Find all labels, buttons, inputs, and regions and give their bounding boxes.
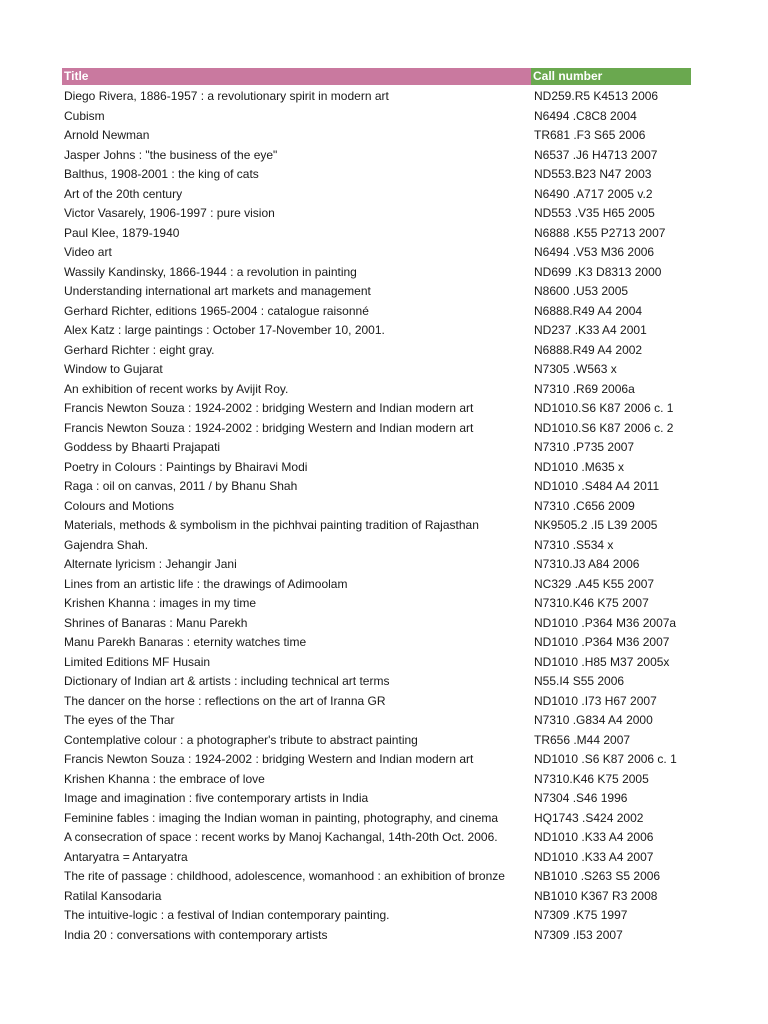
table-row[interactable] bbox=[62, 750, 691, 770]
call-number-cell[interactable]: N7304 .S46 1996 bbox=[534, 791, 628, 805]
call-number-cell[interactable]: ND259.R5 K4513 2006 bbox=[534, 89, 659, 103]
table-row[interactable] bbox=[62, 165, 691, 185]
call-number-cell[interactable]: N6537 .J6 H4713 2007 bbox=[534, 147, 658, 162]
call-number-cell[interactable]: ND1010 .M635 x bbox=[534, 459, 625, 474]
title-cell[interactable]: Understanding international art markets and management bbox=[64, 284, 371, 298]
table-row[interactable] bbox=[62, 419, 691, 439]
title-cell[interactable]: Ratilal Kansodaria bbox=[64, 888, 162, 903]
table-row[interactable] bbox=[62, 224, 691, 244]
title-cell[interactable]: Diego Rivera, 1886-1957 : a revolutionary spirit in modern art bbox=[64, 89, 389, 103]
call-number-cell[interactable]: ND1010.S6 K87 2006 c. 2 bbox=[534, 420, 674, 435]
title-cell[interactable]: Feminine fables : imaging the Indian woman in painting, photography, and cinema bbox=[64, 810, 499, 825]
title-cell[interactable]: Francis Newton Souza : 1924-2002 : bridging Western and Indian modern art bbox=[64, 401, 474, 415]
table-row[interactable] bbox=[62, 692, 691, 712]
title-cell[interactable]: Manu Parekh Banaras : eternity watches time bbox=[64, 635, 307, 649]
table-row[interactable] bbox=[62, 633, 691, 653]
title-cell[interactable]: The rite of passage : childhood, adolescence, womanhood : an exhibition of bronze bbox=[64, 869, 505, 883]
call-number-cell[interactable]: ND1010 .I73 H67 2007 bbox=[534, 693, 657, 708]
call-number-cell[interactable]: N7305 .W563 x bbox=[534, 362, 617, 376]
call-number-cell[interactable]: N6888.R49 A4 2002 bbox=[534, 342, 643, 357]
title-cell[interactable]: Cubism bbox=[64, 108, 105, 123]
table-body bbox=[62, 87, 691, 945]
call-number-cell[interactable]: N7309 .I53 2007 bbox=[534, 927, 623, 942]
table-row[interactable] bbox=[62, 516, 691, 536]
table-row[interactable] bbox=[62, 555, 691, 575]
title-cell[interactable]: Shrines of Banaras : Manu Parekh bbox=[64, 615, 248, 630]
table-row[interactable] bbox=[62, 146, 691, 166]
title-cell[interactable]: Colours and Motions bbox=[64, 498, 175, 513]
table-row[interactable] bbox=[62, 438, 691, 458]
call-number-cell[interactable]: NK9505.2 .I5 L39 2005 bbox=[534, 518, 658, 532]
title-cell[interactable]: Raga : oil on canvas, 2011 / by Bhanu Shah bbox=[64, 479, 298, 493]
title-cell[interactable]: An exhibition of recent works by Avijit Roy. bbox=[64, 381, 289, 396]
table-row[interactable] bbox=[62, 477, 691, 497]
call-number-cell[interactable]: N6888.R49 A4 2004 bbox=[534, 303, 643, 318]
call-number-cell[interactable]: ND1010 .H85 M37 2005x bbox=[534, 654, 670, 669]
column-header-call-number[interactable]: Call number bbox=[531, 68, 691, 85]
call-number-cell[interactable]: N7310.J3 A84 2006 bbox=[534, 557, 640, 571]
title-cell[interactable]: Arnold Newman bbox=[64, 128, 150, 142]
call-number-cell[interactable]: N55.I4 S55 2006 bbox=[534, 674, 625, 688]
title-cell[interactable]: Image and imagination : five contemporary artists in India bbox=[64, 791, 369, 805]
table-row[interactable] bbox=[62, 711, 691, 731]
title-cell[interactable]: Krishen Khanna : the embrace of love bbox=[64, 771, 265, 786]
title-cell[interactable]: Antaryatra = Antaryatra bbox=[64, 849, 188, 864]
title-cell[interactable]: The dancer on the horse : reflections on the art of Iranna GR bbox=[64, 693, 386, 708]
title-cell[interactable]: Wassily Kandinsky, 1866-1944 : a revolution in painting bbox=[64, 264, 357, 279]
table-row[interactable] bbox=[62, 126, 691, 146]
call-number-cell[interactable]: N7310 .G834 A4 2000 bbox=[534, 713, 653, 727]
table-row[interactable] bbox=[62, 321, 691, 341]
title-cell[interactable]: The intuitive-logic : a festival of Indian contemporary painting. bbox=[64, 908, 390, 922]
title-cell[interactable]: Goddess by Bhaarti Prajapati bbox=[64, 440, 221, 454]
call-number-cell[interactable]: N7310.K46 K75 2007 bbox=[534, 596, 649, 610]
table-row[interactable] bbox=[62, 731, 691, 751]
table-row[interactable] bbox=[62, 263, 691, 283]
title-cell[interactable]: Paul Klee, 1879-1940 bbox=[64, 225, 180, 240]
call-number-cell[interactable]: HQ1743 .S424 2002 bbox=[534, 810, 644, 825]
table-row[interactable] bbox=[62, 399, 691, 419]
title-cell[interactable]: Francis Newton Souza : 1924-2002 : bridging Western and Indian modern art bbox=[64, 420, 474, 435]
table-row[interactable] bbox=[62, 828, 691, 848]
call-number-cell[interactable]: N6888 .K55 P2713 2007 bbox=[534, 225, 666, 240]
table-row[interactable] bbox=[62, 575, 691, 595]
title-cell[interactable]: Krishen Khanna : images in my time bbox=[64, 596, 257, 610]
call-number-cell[interactable]: ND1010.S6 K87 2006 c. 1 bbox=[534, 401, 674, 415]
table-row[interactable] bbox=[62, 770, 691, 790]
title-cell[interactable]: Alex Katz : large paintings : October 17-November 10, 2001. bbox=[64, 323, 385, 337]
title-cell[interactable]: A consecration of space : recent works by Manoj Kachangal, 14th-20th Oct. 2006. bbox=[64, 830, 498, 844]
column-header-title[interactable]: Title bbox=[62, 68, 531, 85]
title-cell[interactable]: Alternate lyricism : Jehangir Jani bbox=[64, 557, 237, 571]
call-number-cell[interactable]: N6494 .C8C8 2004 bbox=[534, 108, 637, 123]
table-row[interactable] bbox=[62, 926, 691, 946]
call-number-cell[interactable]: N7310 .C656 2009 bbox=[534, 498, 635, 513]
call-number-cell[interactable]: N7310 .S534 x bbox=[534, 537, 614, 552]
table-row[interactable] bbox=[62, 185, 691, 205]
table-row[interactable] bbox=[62, 107, 691, 127]
table-row[interactable] bbox=[62, 497, 691, 517]
call-number-cell[interactable]: NB1010 K367 R3 2008 bbox=[534, 888, 658, 903]
call-number-cell[interactable]: ND1010 .S484 A4 2011 bbox=[534, 479, 660, 493]
title-cell[interactable]: Lines from an artistic life : the drawings of Adimoolam bbox=[64, 576, 348, 591]
title-cell[interactable]: Materials, methods & symbolism in the pichhvai painting tradition of Rajasthan bbox=[64, 518, 479, 532]
title-cell[interactable]: Gerhard Richter, editions 1965-2004 : catalogue raisonné bbox=[64, 303, 369, 318]
table-row[interactable] bbox=[62, 341, 691, 361]
title-cell[interactable]: Dictionary of Indian art & artists : including technical art terms bbox=[64, 674, 390, 688]
call-number-cell[interactable]: N7310.K46 K75 2005 bbox=[534, 771, 649, 786]
title-cell[interactable]: The eyes of the Thar bbox=[64, 713, 175, 727]
call-number-cell[interactable]: ND237 .K33 A4 2001 bbox=[534, 323, 647, 337]
title-cell[interactable]: Gajendra Shah. bbox=[64, 537, 149, 552]
title-cell[interactable]: Poetry in Colours : Paintings by Bhairavi Modi bbox=[64, 459, 308, 474]
title-cell[interactable]: Limited Editions MF Husain bbox=[64, 654, 211, 669]
title-cell[interactable]: India 20 : conversations with contemporary artists bbox=[64, 927, 328, 942]
table-row[interactable] bbox=[62, 380, 691, 400]
title-cell[interactable]: Video art bbox=[64, 245, 112, 259]
call-number-cell[interactable]: ND699 .K3 D8313 2000 bbox=[534, 264, 662, 279]
table-row[interactable] bbox=[62, 809, 691, 829]
catalog-table bbox=[62, 68, 691, 945]
call-number-cell[interactable]: N8600 .U53 2005 bbox=[534, 284, 629, 298]
title-cell[interactable]: Balthus, 1908-2001 : the king of cats bbox=[64, 167, 259, 181]
call-number-cell[interactable]: TR656 .M44 2007 bbox=[534, 732, 631, 747]
table-row[interactable] bbox=[62, 789, 691, 809]
call-number-cell[interactable]: N7310 .P735 2007 bbox=[534, 440, 635, 454]
table-row[interactable] bbox=[62, 614, 691, 634]
table-row[interactable] bbox=[62, 867, 691, 887]
call-number-cell[interactable]: TR681 .F3 S65 2006 bbox=[534, 128, 646, 142]
call-number-cell[interactable]: NC329 .A45 K55 2007 bbox=[534, 576, 655, 591]
table-row[interactable] bbox=[62, 87, 691, 107]
call-number-cell[interactable]: ND1010 .K33 A4 2007 bbox=[534, 849, 654, 864]
table-header bbox=[62, 68, 691, 85]
table-row[interactable] bbox=[62, 282, 691, 302]
title-cell[interactable]: Gerhard Richter : eight gray. bbox=[64, 342, 215, 357]
title-cell[interactable]: Jasper Johns : "the business of the eye" bbox=[64, 147, 278, 162]
call-number-cell[interactable]: ND553.B23 N47 2003 bbox=[534, 167, 652, 181]
table-row[interactable] bbox=[62, 887, 691, 907]
table-row[interactable] bbox=[62, 204, 691, 224]
table-row[interactable] bbox=[62, 536, 691, 556]
call-number-cell[interactable]: ND1010 .P364 M36 2007a bbox=[534, 615, 677, 630]
table-row[interactable] bbox=[62, 906, 691, 926]
call-number-cell[interactable]: N6494 .V53 M36 2006 bbox=[534, 245, 655, 259]
table-row[interactable] bbox=[62, 302, 691, 322]
title-cell[interactable]: Art of the 20th century bbox=[64, 186, 183, 201]
table-row[interactable] bbox=[62, 458, 691, 478]
table-row[interactable] bbox=[62, 594, 691, 614]
title-cell[interactable]: Francis Newton Souza : 1924-2002 : bridging Western and Indian modern art bbox=[64, 752, 474, 766]
table-row[interactable] bbox=[62, 653, 691, 673]
title-cell[interactable]: Victor Vasarely, 1906-1997 : pure vision bbox=[64, 206, 275, 220]
call-number-cell[interactable]: ND1010 .P364 M36 2007 bbox=[534, 635, 670, 649]
call-number-cell[interactable]: N7309 .K75 1997 bbox=[534, 908, 628, 922]
call-number-cell[interactable]: ND553 .V35 H65 2005 bbox=[534, 206, 655, 220]
title-cell[interactable]: Contemplative colour : a photographer's tribute to abstract painting bbox=[64, 732, 418, 747]
call-number-cell[interactable]: ND1010 .K33 A4 2006 bbox=[534, 830, 654, 844]
call-number-cell[interactable]: ND1010 .S6 K87 2006 c. 1 bbox=[534, 752, 677, 766]
table-row[interactable] bbox=[62, 243, 691, 263]
call-number-cell[interactable]: N6490 .A717 2005 v.2 bbox=[534, 186, 653, 201]
table-row[interactable] bbox=[62, 848, 691, 868]
call-number-cell[interactable]: N7310 .R69 2006a bbox=[534, 381, 635, 396]
table-row[interactable] bbox=[62, 360, 691, 380]
title-cell[interactable]: Window to Gujarat bbox=[64, 362, 163, 376]
call-number-cell[interactable]: NB1010 .S263 S5 2006 bbox=[534, 869, 661, 883]
table-row[interactable] bbox=[62, 672, 691, 692]
